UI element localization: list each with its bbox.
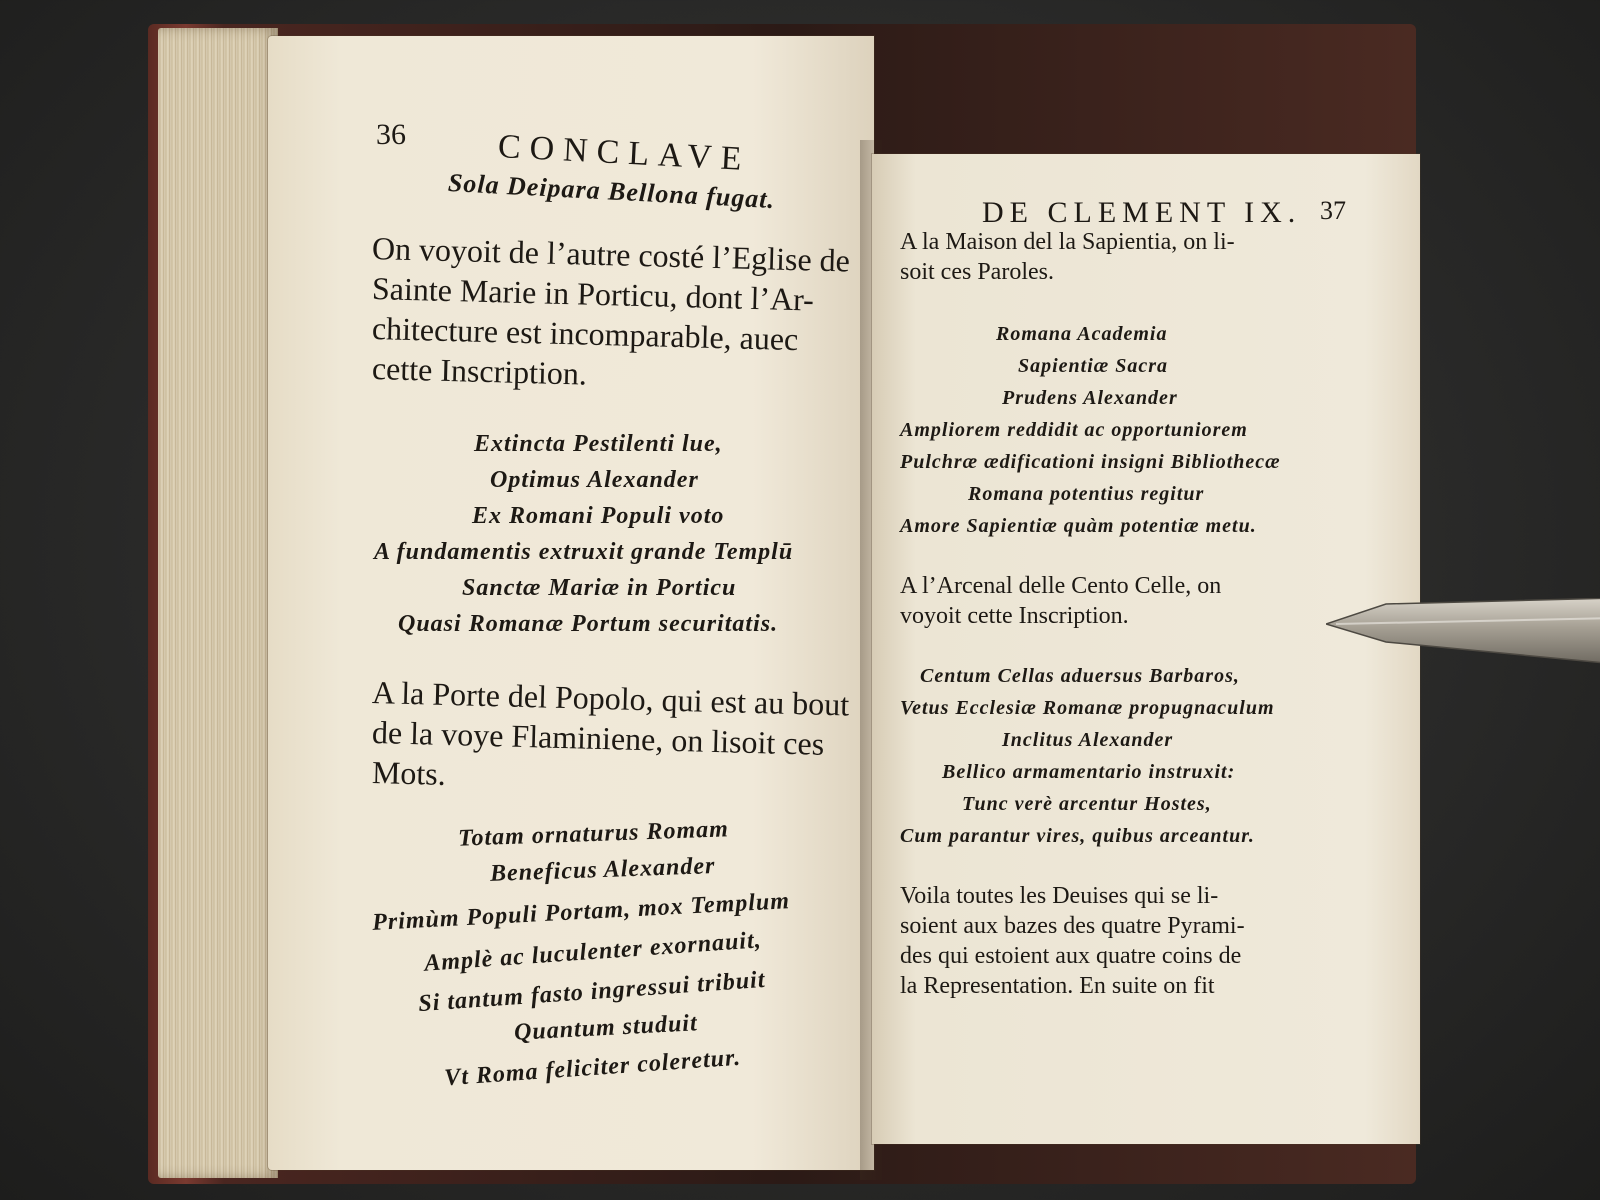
right-inscription1-line: Romana potentius regitur [968, 483, 1205, 505]
left-page-number: 36 [376, 118, 406, 151]
right-para3-line: la Representation. En suite on fit [900, 973, 1215, 999]
right-para1-line: A la Maison del la Sapientia, on li- [900, 229, 1235, 255]
right-para2-line: A l’Arcenal delle Cento Celle, on [900, 573, 1222, 599]
left-inscription2-line: Primùm Populi Portam, mox Templum [371, 888, 791, 936]
left-motto: Sola Deipara Bellona fugat. [447, 168, 776, 215]
knife-pointer-icon [1326, 598, 1600, 678]
left-para1-line: chitecture est incomparable, auec [371, 310, 799, 358]
right-inscription2-line: Vetus Ecclesiæ Romanæ propugnaculum [900, 697, 1275, 719]
left-inscription2-line: Quantum studuit [513, 1010, 699, 1046]
left-inscription1-line: Optimus Alexander [490, 467, 699, 493]
right-inscription2-line: Tunc verè arcentur Hostes, [962, 793, 1212, 815]
left-inscription1-line: Ex Romani Populi voto [472, 503, 725, 529]
right-inscription2-line: Inclitus Alexander [1002, 729, 1174, 751]
right-inscription1-line: Amore Sapientiæ quàm potentiæ metu. [900, 515, 1257, 537]
left-page [268, 36, 874, 1170]
right-para1-line: soit ces Paroles. [900, 259, 1054, 285]
right-page-number: 37 [1320, 196, 1346, 225]
left-para2-line: Mots. [371, 754, 447, 792]
right-inscription2-line: Bellico armamentario instruxit: [942, 761, 1236, 783]
left-inscription2-line: Beneficus Alexander [489, 853, 716, 887]
right-para2-line: voyoit cette Inscription. [900, 603, 1129, 629]
left-para1-line: Sainte Marie in Porticu, dont l’Ar- [371, 270, 815, 318]
left-para2-line: A la Porte del Popolo, qui est au bout [371, 674, 850, 723]
left-inscription1-line: Quasi Romanæ Portum securitatis. [398, 611, 779, 637]
page-stack-edge [158, 28, 278, 1178]
left-inscription2-line: Totam ornaturus Romam [457, 816, 730, 852]
right-inscription1-line: Prudens Alexander [1002, 387, 1178, 409]
left-inscription1-line: Extincta Pestilenti lue, [474, 431, 723, 457]
left-running-head: CONCLAVE [497, 128, 752, 179]
right-para3-line: des qui estoient aux quatre coins de [900, 943, 1242, 969]
right-inscription2-line: Cum parantur vires, quibus arceantur. [900, 825, 1255, 847]
left-inscription2-line: Si tantum fasto ingressui tribuit [417, 966, 767, 1018]
right-para3-line: Voila toutes les Deuises qui se li- [900, 883, 1219, 909]
left-inscription1-line: A fundamentis extruxit grande Templū [374, 539, 794, 565]
left-para2-line: de la voye Flaminiene, on lisoit ces [371, 714, 825, 762]
right-inscription1-line: Romana Academia [996, 323, 1168, 345]
left-inscription1-line: Sanctæ Mariæ in Porticu [462, 575, 737, 601]
right-inscription2-line: Centum Cellas aduersus Barbaros, [920, 665, 1240, 687]
left-para1-line: On voyoit de l’autre costé l’Eglise de [371, 230, 851, 279]
left-inscription2-line: Vt Roma feliciter coleretur. [443, 1044, 742, 1092]
left-para1-line: cette Inscription. [371, 350, 588, 392]
right-inscription1-line: Pulchræ ædificationi insigni Bibliothecæ [900, 451, 1281, 473]
right-para3-line: soient aux bazes des quatre Pyrami- [900, 913, 1245, 939]
right-inscription1-line: Ampliorem reddidit ac opportuniorem [900, 419, 1248, 441]
right-inscription1-line: Sapientiæ Sacra [1018, 355, 1169, 377]
left-inscription2-line: Amplè ac luculenter exornauit, [423, 927, 763, 977]
right-running-head: DE CLEMENT IX. [982, 196, 1302, 229]
